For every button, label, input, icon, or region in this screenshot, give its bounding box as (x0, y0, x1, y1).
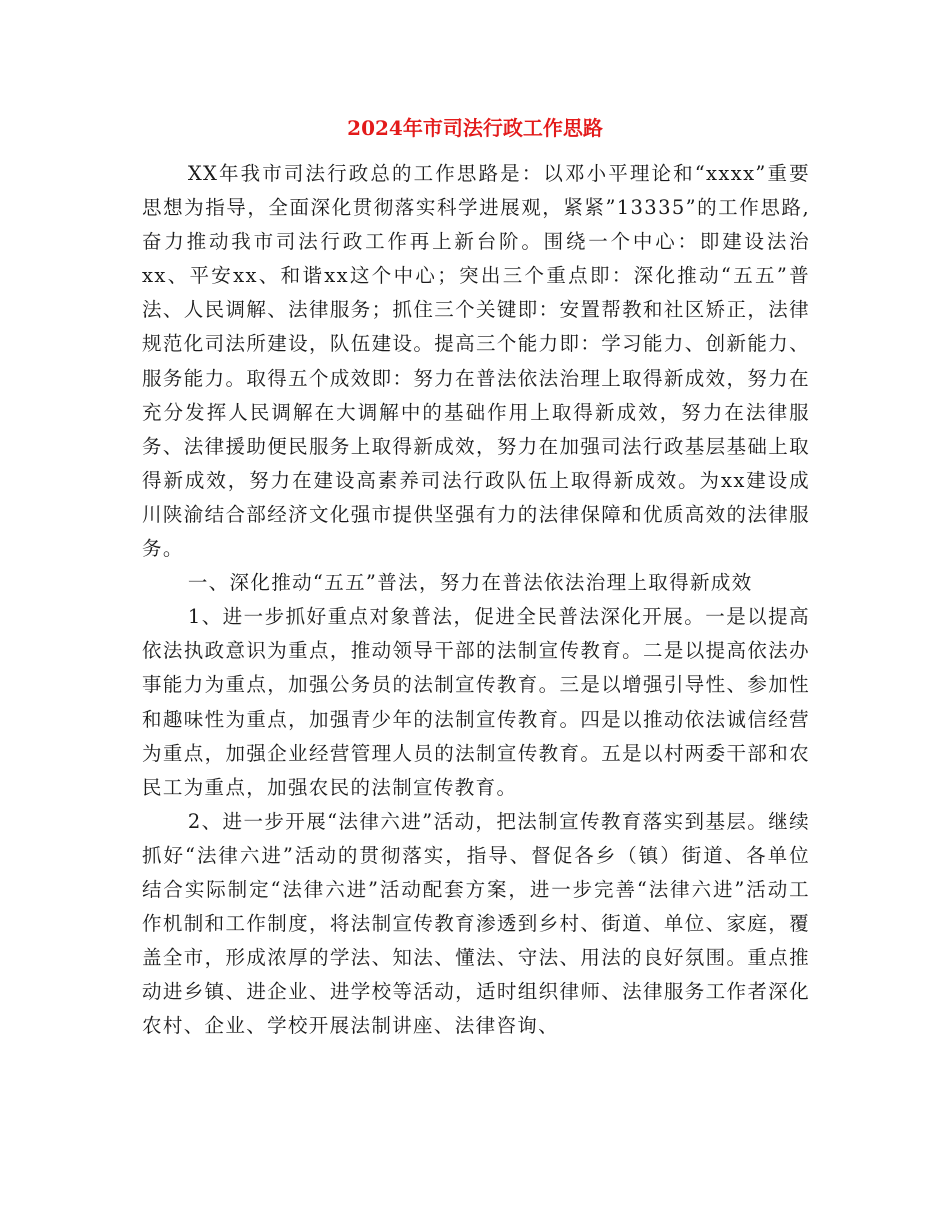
paragraph-item-1: 1、进一步抓好重点对象普法，促进全民普法深化开展。一是以提高依法执政意识为重点，推动领导干部的法制宣传教育。二是以提高依法办事能力为重点，加强公务员的法制宣传教育。三是以增强引导性、参加性和趣味性为重点，加强青少年的法制宣传教育。四是以推动依法诚信经营为重点，加强企业经营管理人员的法制宣传教育。五是以村两委干部和农民工为重点，加强农民的法制宣传教育。 (142, 605, 810, 799)
paragraph-item-2: 2、进一步开展“法律六进”活动，把法制宣传教育落实到基层。继续抓好“法律六进”活动的贯彻落实，指导、督促各乡（镇）街道、各单位结合实际制定“法律六进”活动配套方案，进一步完善“法律六进”活动工作机制和工作制度，将法制宣传教育渗透到乡村、街道、单位、家庭，覆盖全市，形成浓厚的学法、知法、懂法、守法、用法的良好氛围。重点推动进乡镇、进企业、进学校等活动，适时组织律师、法律服务工作者深化农村、企业、学校开展法制讲座、法律咨询、 (142, 809, 810, 1038)
paragraph-overview: XX年我市司法行政总的工作思路是：以邓小平理论和“xxxx”重要思想为指导，全面深化贯彻落实科学进展观，紧紧”13335”的工作思路,奋力推动我市司法行政工作再上新台阶。围绕一个中心：即建设法治xx、平安xx、和谐xx这个中心；突出三个重点即：深化推动“五五”普法、人民调解、法律服务；抓住三个关键即：安置帮教和社区矫正，法律规范化司法所建设，队伍建设。提高三个能力即：学习能力、创新能力、服务能力。取得五个成效即：努力在普法依法治理上取得新成效，努力在充分发挥人民调解在大调解中的基础作用上取得新成效，努力在法律服务、法律援助便民服务上取得新成效，努力在加强司法行政基层基础上取得新成效，努力在建设高素养司法行政队伍上取得新成效。为xx建设成川陕渝结合部经济文化强市提供坚强有力的法律保障和优质高效的法律服务。 (142, 162, 810, 561)
section-heading-1: 一、深化推动“五五”普法，努力在普法依法治理上取得新成效 (187, 571, 753, 595)
document-title: 2024年市司法行政工作思路 (347, 116, 603, 140)
document-body (142, 157, 810, 1043)
